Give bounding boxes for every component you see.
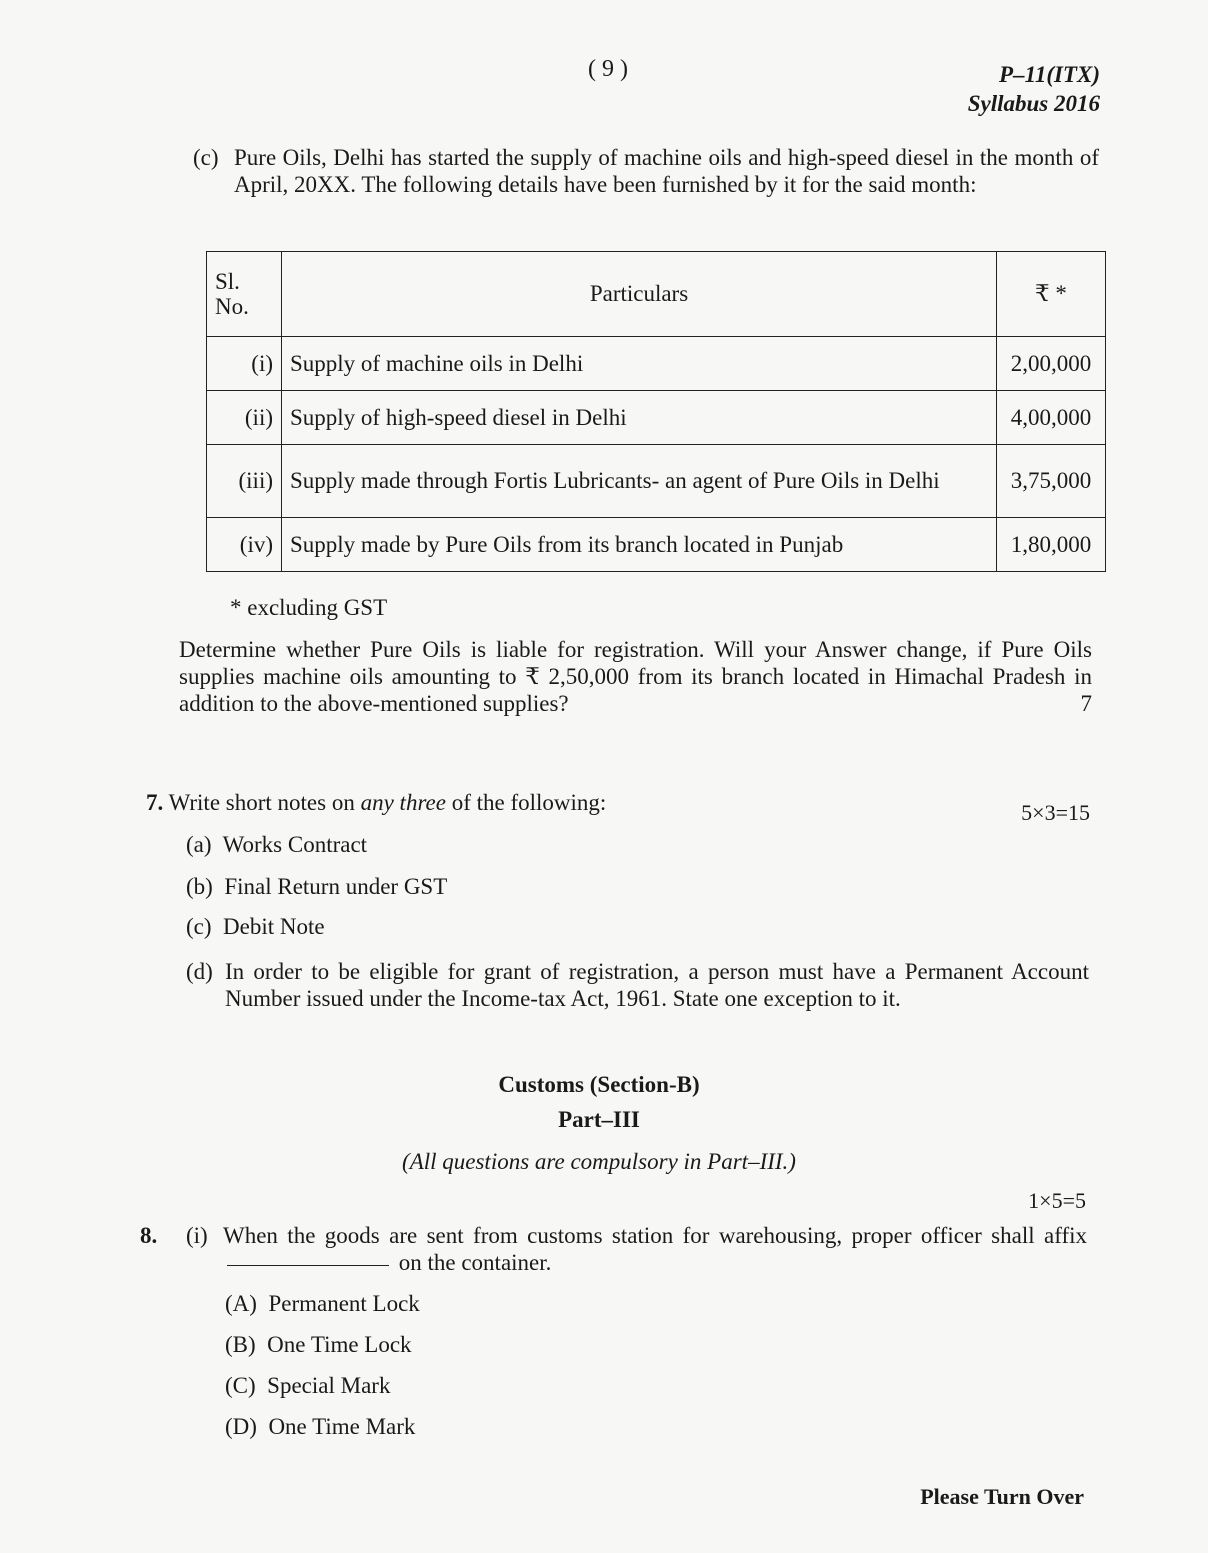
question-8-label: (i) [186, 1223, 208, 1248]
item-text: In order to be eligible for grant of registration, a person must have a Permanent Account Number issued under the Income-tax Act, 1961. State one exception to it. [225, 959, 1089, 1011]
question-6c-label: (c) [193, 145, 219, 170]
option-text: One Time Lock [267, 1332, 412, 1357]
row-sl: (ii) [207, 391, 282, 445]
please-turn-over: Please Turn Over [920, 1484, 1084, 1509]
supply-table [206, 251, 1106, 572]
table-row [207, 391, 1106, 445]
item-text: Debit Note [223, 914, 325, 939]
question-7-marks: 5×3=15 [1021, 800, 1090, 825]
section-title: Customs (Section-B) [498, 1072, 700, 1097]
option-label: (C) [225, 1373, 256, 1398]
question-7-number: 7. [146, 790, 164, 815]
question-6c [193, 144, 1099, 198]
header-particulars: Particulars [282, 252, 997, 337]
question-8-text-after: on the container. [398, 1250, 552, 1275]
option-label: (A) [225, 1291, 257, 1316]
question-7-prefix: Write short notes on [168, 790, 355, 815]
row-sl: (iv) [207, 518, 282, 572]
question-6c-question: Determine whether Pure Oils is liable for registration. Will your Answer change, if Pure Oils supplies machine oils amounting to ₹ 2,50,000 from its branch located in Himachal Pradesh in addition to the above-mentioned supplies? [179, 637, 1092, 716]
item-label: (d) [186, 959, 213, 984]
option-text: Special Mark [267, 1373, 391, 1398]
question-7-item [186, 958, 1089, 1012]
item-label: (b) [186, 874, 213, 899]
question-7-item [186, 832, 367, 858]
table-note: * excluding GST [230, 595, 388, 620]
section-part: Part–III [558, 1107, 640, 1132]
option-text: Permanent Lock [268, 1291, 420, 1316]
header-amount: ₹ * [997, 252, 1106, 337]
option-label: (B) [225, 1332, 256, 1357]
question-7-emphasis: any three [360, 790, 446, 815]
option-text: One Time Mark [268, 1414, 416, 1439]
paper-code: P–11(ITX) [999, 62, 1100, 87]
fill-in-blank [227, 1265, 389, 1266]
page-number: ( 9 ) [588, 56, 628, 82]
row-particulars: Supply of machine oils in Delhi [282, 337, 997, 391]
question-8-text [223, 1222, 1087, 1276]
item-label: (a) [186, 832, 212, 857]
row-particulars: Supply of high-speed diesel in Delhi [282, 391, 997, 445]
table-header-row [207, 252, 1106, 337]
table-row [207, 445, 1106, 518]
question-6c-determine [179, 636, 1092, 717]
paper-code-block [968, 60, 1100, 118]
question-8 [140, 1222, 1087, 1276]
question-7-heading [146, 790, 606, 816]
question-8-option [225, 1291, 420, 1317]
row-particulars: Supply made through Fortis Lubricants- an agent of Pure Oils in Delhi [282, 445, 997, 518]
option-label: (D) [225, 1414, 257, 1439]
item-text: Final Return under GST [224, 874, 448, 899]
question-8-option [225, 1373, 390, 1399]
question-7-item [186, 874, 447, 900]
question-7-item [186, 914, 325, 940]
row-amount: 3,75,000 [997, 445, 1106, 518]
row-particulars: Supply made by Pure Oils from its branch located in Punjab [282, 518, 997, 572]
row-amount: 1,80,000 [997, 518, 1106, 572]
question-8-option [225, 1332, 412, 1358]
row-sl: (iii) [207, 445, 282, 518]
item-label: (c) [186, 914, 212, 939]
table-row [207, 337, 1106, 391]
syllabus-label: Syllabus 2016 [967, 91, 1100, 116]
question-6c-text: Pure Oils, Delhi has started the supply of machine oils and high-speed diesel in the month of April, 20XX. The following details have been furnished by it for the said month: [234, 145, 1099, 197]
header-sl-no: Sl. No. [207, 252, 282, 337]
question-8-number: 8. [140, 1223, 158, 1248]
question-7-suffix: of the following: [451, 790, 607, 815]
table-row [207, 518, 1106, 572]
question-6c-marks: 7 [1080, 691, 1092, 716]
section-marks: 1×5=5 [1028, 1188, 1086, 1213]
row-amount: 2,00,000 [997, 337, 1106, 391]
item-text: Works Contract [222, 832, 368, 857]
row-amount: 4,00,000 [997, 391, 1106, 445]
row-sl: (i) [207, 337, 282, 391]
question-8-option [225, 1414, 415, 1440]
section-instruction: (All questions are compulsory in Part–III.) [402, 1149, 796, 1174]
question-8-text-before: When the goods are sent from customs station for warehousing, proper officer shall affix [223, 1223, 1087, 1248]
